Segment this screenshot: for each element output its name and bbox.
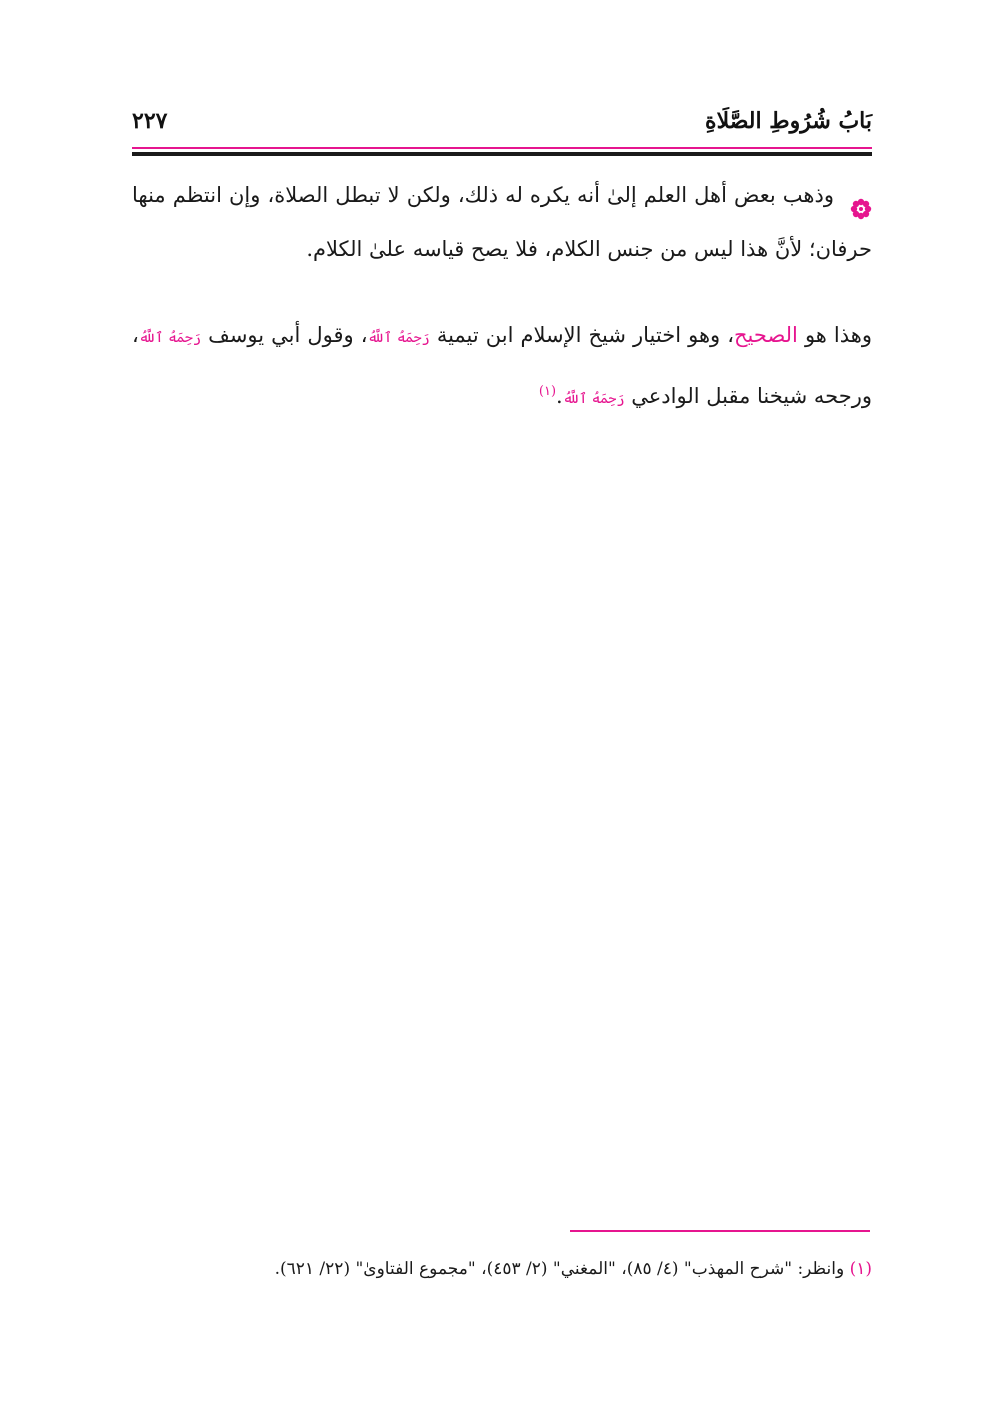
paragraph-2 (132, 308, 872, 426)
page-number: ٢٢٧ (132, 108, 168, 134)
footnote-reference[interactable]: (١) (538, 384, 557, 399)
footnote (132, 1254, 872, 1284)
flower-star-icon (850, 186, 872, 208)
footnote-text: وانظر: "شرح المهذب" (٤/ ٨٥)، "المغني" (٢/ ٤٥٣)، "مجموع الفتاوىٰ" (٢٢/ ٦٢١). (274, 1259, 850, 1279)
paragraph-2-text: وهذا هو (797, 323, 873, 347)
paragraph-2-text: ، وهو اختيار شيخ الإسلام ابن تيمية (429, 323, 734, 347)
paragraph-2-text: ، وقول أبي يوسف (201, 323, 368, 347)
paragraph-2-text: ، ورجحه شيخنا مقبل الوادعي (132, 323, 872, 408)
paragraph-2-text: . (556, 384, 563, 408)
chapter-title: بَابُ شُرُوطِ الصَّلَاةِ (705, 108, 872, 134)
honorific-3: رَحِمَهُ ٱللَّهُ (562, 391, 625, 407)
highlight-term: الصحيح (734, 323, 798, 347)
honorific-2: رَحِمَهُ ٱللَّهُ (138, 330, 202, 346)
footnote-number: (١) (849, 1259, 872, 1279)
footnote-separator (570, 1230, 870, 1232)
header-accent-rule (132, 147, 872, 149)
paragraph-1-text: وذهب بعض أهل العلم إلىٰ أنه يكره له ذلك، ولكن لا تبطل الصلاة، وإن انتظم منها حرفان؛ لأنَّ هذا ليس من جنس الكلام، فلا يصح قياسه علىٰ الكلام. (132, 183, 872, 261)
honorific-1: رَحِمَهُ ٱللَّهُ (367, 330, 430, 346)
header-rule (132, 152, 872, 156)
page-header (132, 108, 872, 148)
paragraph-1 (132, 168, 872, 276)
